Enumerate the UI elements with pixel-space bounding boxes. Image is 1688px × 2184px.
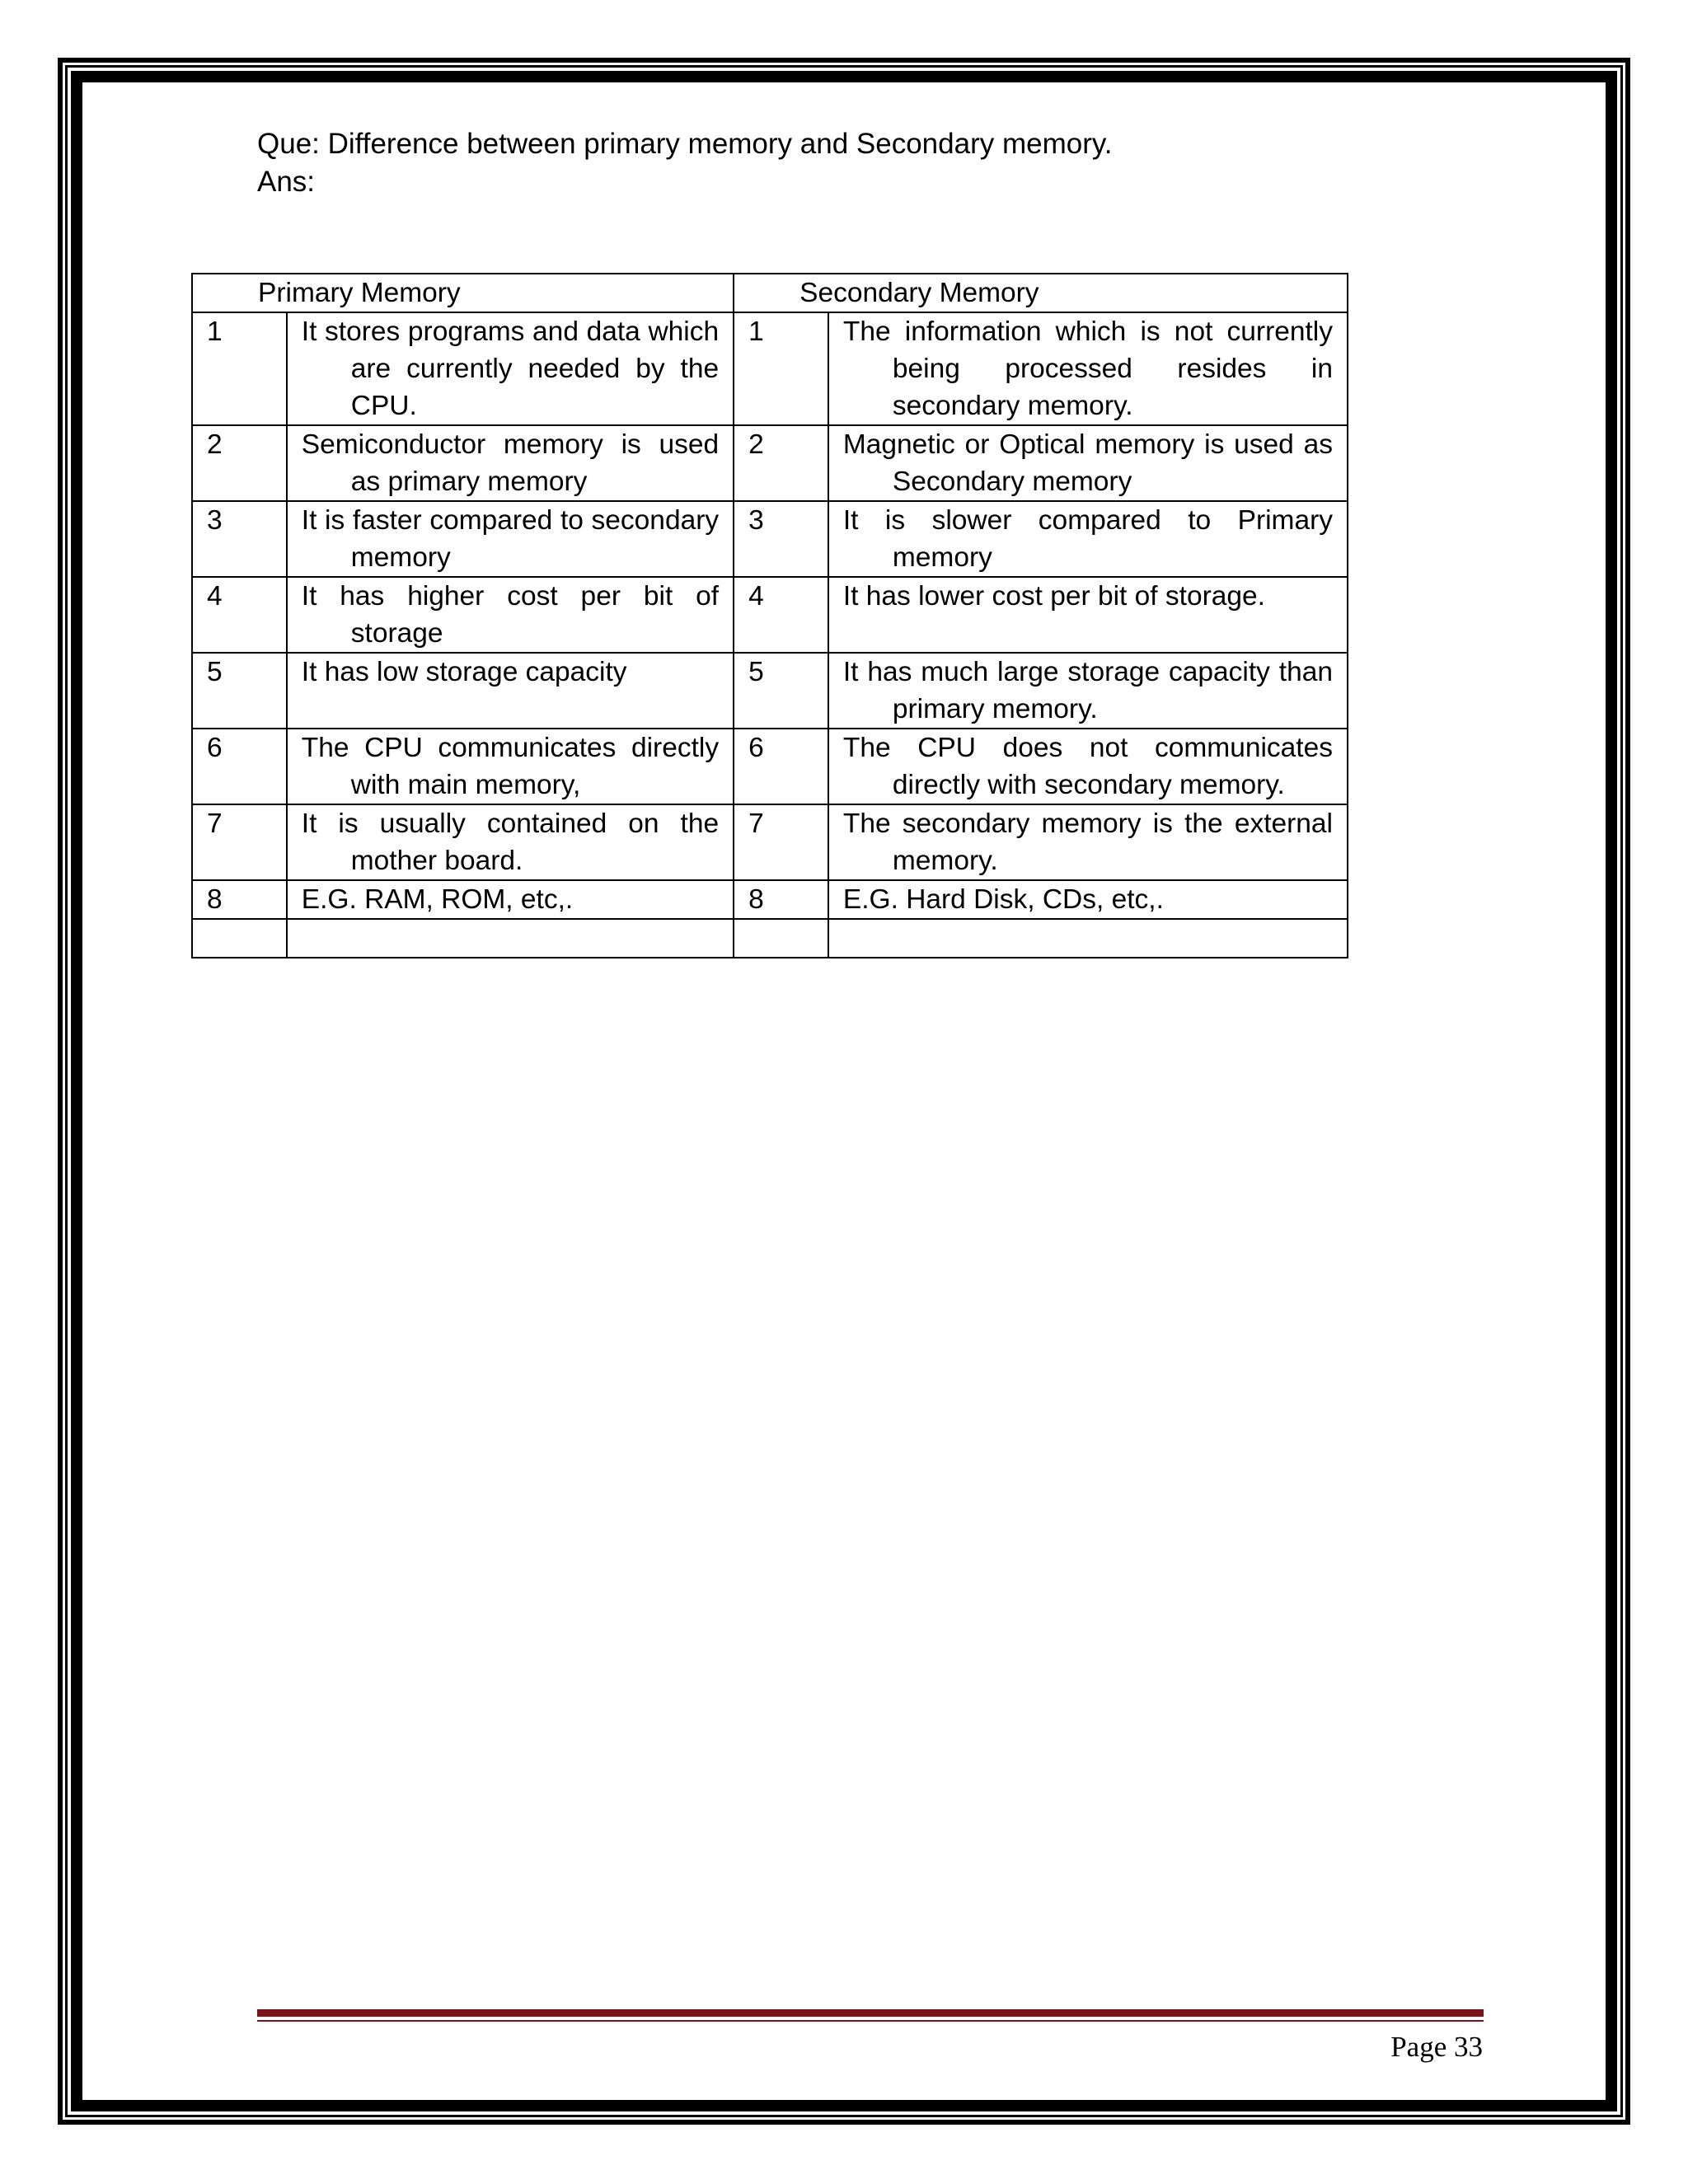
table-row: [192, 312, 1348, 425]
table-row: [192, 501, 1348, 577]
primary-cell: It is usually contained on the mother board.: [287, 804, 734, 880]
primary-row-number: 1: [192, 312, 287, 425]
secondary-row-number: 7: [734, 804, 828, 880]
primary-cell: It is faster compared to secondary memory: [287, 501, 734, 577]
footer-rule-thick: [257, 2009, 1484, 2017]
primary-cell: It stores programs and data which are currently needed by the CPU.: [287, 312, 734, 425]
header-secondary-memory: Secondary Memory: [734, 274, 1348, 312]
primary-row-number: 8: [192, 880, 287, 919]
secondary-cell: Magnetic or Optical memory is used as Secondary memory: [828, 425, 1348, 501]
secondary-row-number: 1: [734, 312, 828, 425]
secondary-cell: It has much large storage capacity than primary memory.: [828, 653, 1348, 729]
secondary-row-number: 8: [734, 880, 828, 919]
secondary-row-number: 2: [734, 425, 828, 501]
footer-rule-thin: [257, 2020, 1484, 2022]
primary-cell: E.G. RAM, ROM, etc,.: [287, 880, 734, 919]
empty-cell: [192, 919, 287, 958]
empty-cell: [734, 919, 828, 958]
secondary-cell: The CPU does not communicates directly with secondary memory.: [828, 729, 1348, 804]
primary-row-number: 6: [192, 729, 287, 804]
table-row: [192, 577, 1348, 653]
secondary-row-number: 5: [734, 653, 828, 729]
secondary-row-number: 6: [734, 729, 828, 804]
question-text: Que: Difference between primary memory and Secondary memory.: [257, 128, 1113, 160]
header-primary-memory: Primary Memory: [192, 274, 734, 312]
answer-label: Ans:: [257, 166, 316, 198]
empty-cell: [287, 919, 734, 958]
table-empty-row: [192, 919, 1348, 958]
secondary-cell: E.G. Hard Disk, CDs, etc,.: [828, 880, 1348, 919]
table-row: [192, 425, 1348, 501]
secondary-row-number: 4: [734, 577, 828, 653]
secondary-cell: The secondary memory is the external memory.: [828, 804, 1348, 880]
secondary-row-number: 3: [734, 501, 828, 577]
table-header-row: [192, 274, 1348, 312]
table-row: [192, 729, 1348, 804]
table-row: [192, 804, 1348, 880]
secondary-cell: It is slower compared to Primary memory: [828, 501, 1348, 577]
primary-cell: It has low storage capacity: [287, 653, 734, 729]
comparison-table: [191, 273, 1348, 958]
primary-cell: The CPU communicates directly with main memory,: [287, 729, 734, 804]
table-row: [192, 880, 1348, 919]
empty-cell: [828, 919, 1348, 958]
secondary-cell: It has lower cost per bit of storage.: [828, 577, 1348, 653]
primary-cell: It has higher cost per bit of storage: [287, 577, 734, 653]
primary-row-number: 2: [192, 425, 287, 501]
page-number: Page 33: [1390, 2031, 1483, 2063]
primary-cell: Semiconductor memory is used as primary memory: [287, 425, 734, 501]
primary-row-number: 7: [192, 804, 287, 880]
table-row: [192, 653, 1348, 729]
primary-row-number: 4: [192, 577, 287, 653]
secondary-cell: The information which is not currently being processed resides in secondary memory.: [828, 312, 1348, 425]
primary-row-number: 5: [192, 653, 287, 729]
primary-row-number: 3: [192, 501, 287, 577]
